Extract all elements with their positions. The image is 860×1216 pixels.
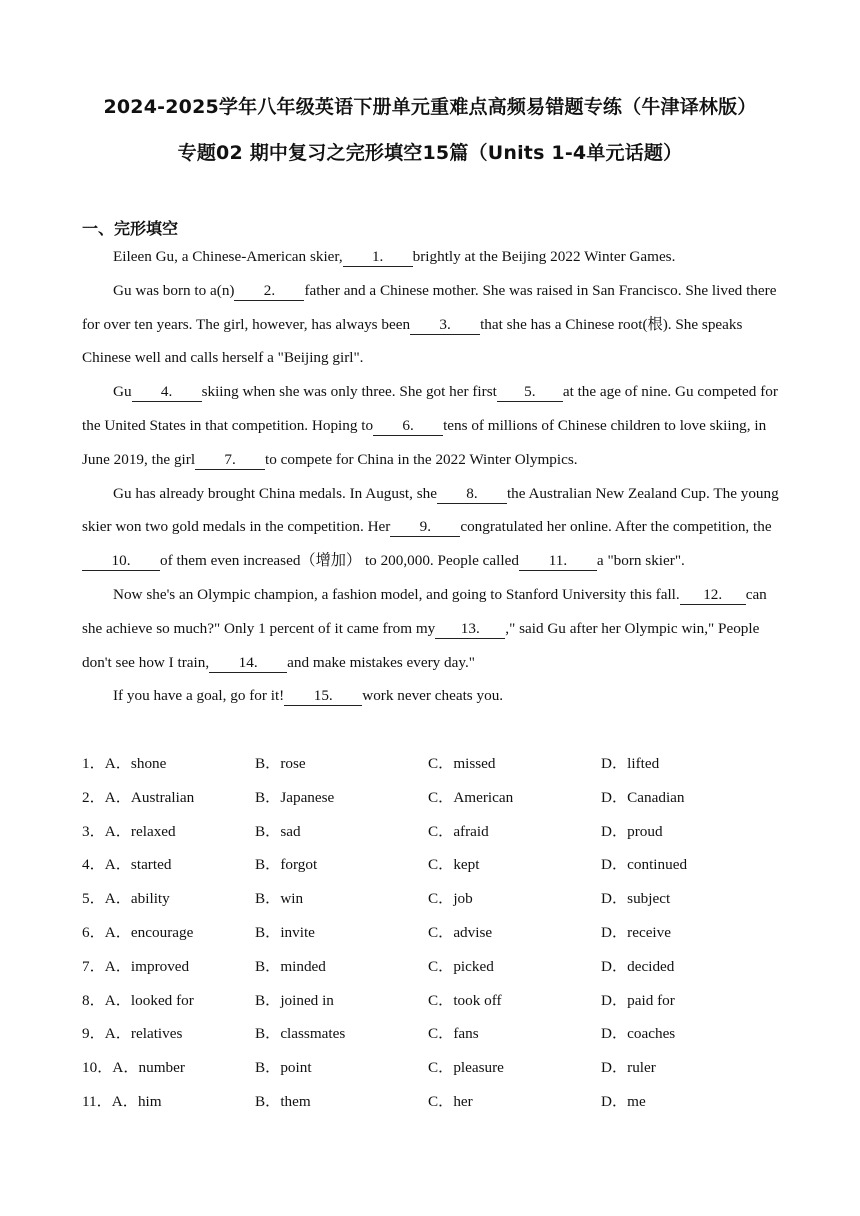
blank-13: 13.: [435, 620, 505, 639]
option-b: B．classmates: [255, 1025, 346, 1043]
option-b: B．sad: [255, 822, 301, 840]
paragraph-3: [82, 375, 782, 476]
paragraph-2: [82, 274, 782, 375]
passage-text: Eileen Gu, a Chinese-American skier,: [113, 248, 343, 265]
option-d: D．lifted: [601, 755, 660, 772]
passage-text: that she has a Chinese root(根). She speaks Chinese well and calls herself a "Beijing girl".: [82, 315, 743, 367]
blank-6: 6.: [373, 417, 443, 436]
question-row: [82, 848, 782, 882]
option-a: 6．A．encourage: [82, 923, 194, 941]
option-a: 5．A．ability: [82, 890, 170, 908]
question-row: [82, 950, 782, 984]
option-c: C．missed: [428, 755, 496, 772]
question-row: [82, 781, 782, 815]
option-d: D．Canadian: [601, 788, 685, 806]
passage-text: work never cheats you.: [362, 687, 504, 705]
option-b: B．invite: [255, 923, 315, 941]
cloze-passage: [82, 240, 782, 713]
blank-12: 12.: [680, 586, 746, 605]
question-row: [82, 1051, 782, 1085]
passage-text: congratulated her online. After the competition, the: [460, 518, 772, 536]
option-b: B．minded: [255, 957, 326, 975]
passage-text: brightly at the Beijing 2022 Winter Games.: [412, 248, 676, 265]
option-b: B．rose: [255, 755, 306, 772]
question-row: [82, 815, 782, 849]
paragraph-4: [82, 477, 782, 578]
option-c: C．American: [428, 788, 514, 806]
passage-text: skiing when she was only three. She got her first: [201, 383, 497, 401]
option-c: C．pleasure: [428, 1059, 504, 1077]
option-c: C．fans: [428, 1025, 479, 1043]
passage-text: Gu: [113, 383, 132, 401]
passage-text: at the age of nine. Gu competed for the United States in that competition. Hoping to: [82, 383, 778, 434]
blank-1: 1.: [343, 248, 413, 267]
question-row: [82, 916, 782, 950]
question-row: [82, 882, 782, 916]
passage-text: tens of millions of Chinese children to love skiing, in June 2019, the girl: [82, 416, 767, 468]
answer-options: [82, 747, 782, 1119]
question-row: [82, 1017, 782, 1051]
option-a: 2．A．Australian: [82, 788, 195, 806]
document-title: 2024-2025学年八年级英语下册单元重难点高频易错题专练（牛津译林版）: [103, 96, 757, 118]
option-d: D．ruler: [601, 1059, 656, 1077]
option-d: D．coaches: [601, 1025, 676, 1043]
option-c: C．her: [428, 1092, 473, 1110]
passage-text: to compete for China in the 2022 Winter Olympics.: [265, 450, 578, 468]
blank-15: 15.: [284, 687, 362, 706]
passage-text: If you have a goal, go for it!: [113, 687, 285, 705]
passage-text: can she achieve so much?" Only 1 percent of it came from my: [82, 585, 767, 637]
passage-text: Gu was born to a(n): [113, 281, 235, 299]
question-row: [82, 984, 782, 1018]
option-c: C．picked: [428, 957, 494, 975]
option-a: 3．A．relaxed: [82, 822, 176, 840]
option-a: 9．A．relatives: [82, 1025, 183, 1043]
passage-text: and make mistakes every day.": [287, 653, 475, 671]
passage-text: Gu has already brought China medals. In August, she: [113, 484, 437, 502]
option-d: D．subject: [601, 890, 671, 908]
blank-8: 8.: [437, 485, 507, 504]
option-b: B．forgot: [255, 856, 318, 874]
option-c: C．kept: [428, 856, 480, 874]
option-b: B．them: [255, 1092, 311, 1110]
paragraph-1: [82, 240, 782, 274]
blank-2: 2.: [234, 282, 304, 301]
option-d: D．paid for: [601, 991, 675, 1009]
passage-text: the Australian New Zealand Cup. The young skier won two gold medals in the competition. Her: [82, 484, 779, 536]
option-c: C．advise: [428, 923, 493, 941]
blank-5: 5.: [497, 383, 563, 402]
option-a: 10．A．number: [82, 1059, 185, 1077]
passage-text: Now she's an Olympic champion, a fashion model, and going to Stanford University this fall.: [113, 585, 680, 603]
blank-10: 10.: [82, 552, 160, 571]
passage-text: of them even increased（增加） to 200,000. People called: [160, 552, 519, 570]
passage-text: ," said Gu after her Olympic win," People don't see how I train,: [82, 619, 760, 671]
blank-4: 4.: [132, 383, 202, 402]
passage-text: father and a Chinese mother. She was raised in San Francisco. She lived there for over ten years. The girl, however, has always been: [82, 281, 777, 333]
blank-7: 7.: [195, 451, 265, 470]
option-b: B．point: [255, 1059, 312, 1077]
blank-11: 11.: [519, 552, 597, 571]
section-heading: 一、完形填空: [82, 219, 179, 238]
option-d: D．me: [601, 1092, 646, 1110]
option-b: B．joined in: [255, 991, 334, 1009]
option-a: 7．A．improved: [82, 957, 190, 975]
option-d: D．receive: [601, 923, 671, 941]
option-d: D．continued: [601, 856, 688, 874]
blank-3: 3.: [410, 316, 480, 335]
option-a: 1．A．shone: [82, 755, 167, 772]
question-row: [82, 747, 782, 781]
option-c: C．took off: [428, 991, 502, 1009]
option-d: D．proud: [601, 822, 663, 840]
option-b: B．Japanese: [255, 788, 335, 806]
option-a: 11．A．him: [82, 1092, 162, 1110]
paragraph-6: [82, 679, 782, 713]
document-subtitle: 专题02 期中复习之完形填空15篇（Units 1-4单元话题）: [177, 142, 683, 164]
blank-14: 14.: [209, 654, 287, 673]
option-c: C．job: [428, 890, 473, 908]
option-b: B．win: [255, 890, 304, 908]
option-a: 8．A．looked for: [82, 991, 194, 1009]
option-a: 4．A．started: [82, 856, 172, 874]
passage-text: a "born skier".: [596, 552, 685, 570]
blank-9: 9.: [390, 518, 460, 537]
paragraph-5: [82, 578, 782, 679]
question-row: [82, 1085, 782, 1119]
option-d: D．decided: [601, 957, 675, 975]
option-c: C．afraid: [428, 822, 489, 840]
